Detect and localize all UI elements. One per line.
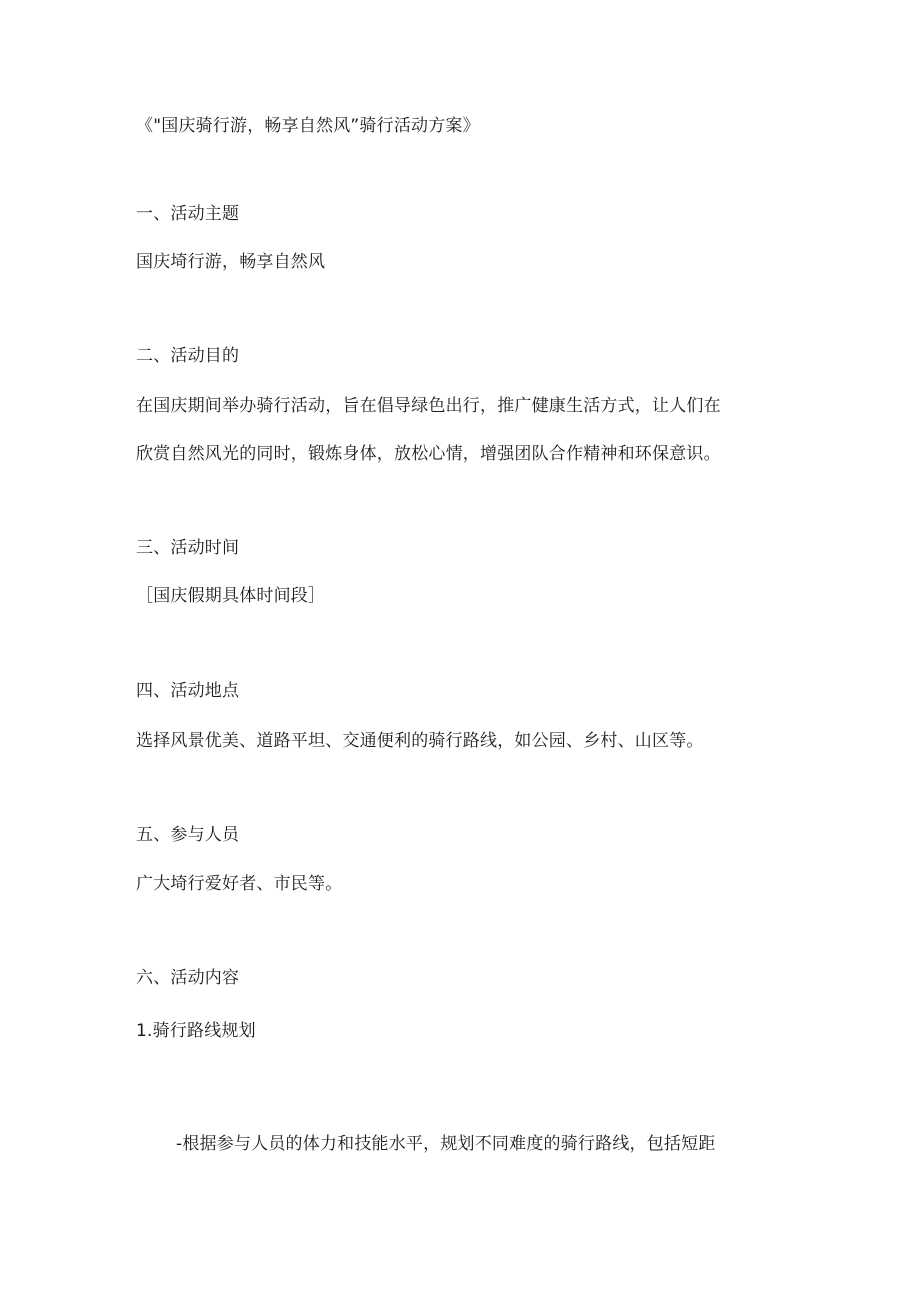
time-heading: 三、活动时间	[136, 538, 240, 558]
purpose-heading: 二、活动目的	[136, 346, 240, 366]
content-subheading-route-planning: 1.骑行路线规划	[136, 1021, 256, 1041]
document-title: 《"国庆骑行游，畅享自然风”骑行活动方案》	[136, 116, 480, 136]
time-body: ［国庆假期具体时间段］	[136, 586, 326, 606]
location-heading: 四、活动地点	[136, 681, 240, 701]
route-planning-body: -根据参与人员的体力和技能水平，规划不同难度的骑行路线，包括短距	[176, 1134, 716, 1154]
content-heading: 六、活动内容	[136, 968, 240, 988]
participants-body: 广大埼行爱好者、市民等。	[136, 874, 343, 894]
location-body: 选择风景优美、道路平坦、交通便利的骑行路线，如公园、乡村、山区等。	[136, 731, 704, 751]
theme-body: 国庆埼行游，畅享自然风	[136, 252, 326, 272]
purpose-body-line-2: 欣赏自然风光的同时，锻炼身体，放松心情，增强团队合作精神和环保意识。	[136, 444, 721, 464]
purpose-body-line-1: 在国庆期间举办骑行活动，旨在倡导绿色出行，推广健康生活方式，让人们在	[136, 396, 721, 416]
theme-heading: 一、活动主题	[136, 204, 240, 224]
participants-heading: 五、参与人员	[136, 825, 240, 845]
